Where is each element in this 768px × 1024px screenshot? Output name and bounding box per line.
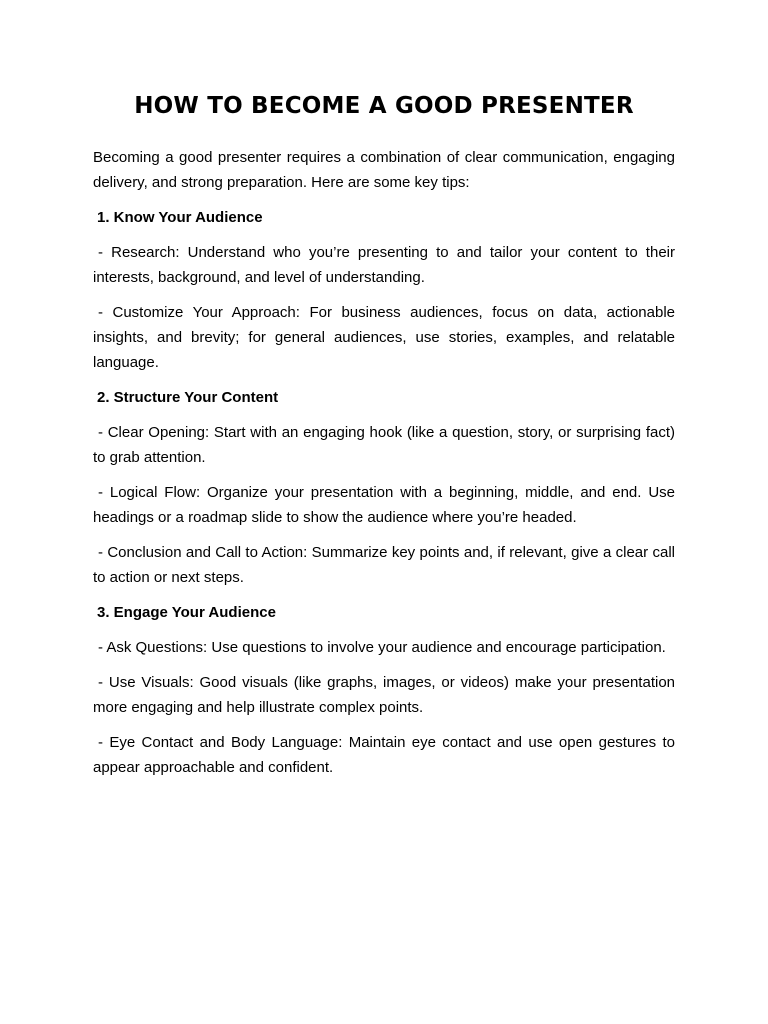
section-heading-structure-content: 2. Structure Your Content	[97, 389, 279, 406]
tip-customize-approach: - Customize Your Approach: For business audiences, focus on data, actionable insights, and brevity; for general audiences, use stories, examples, and relatable language.	[93, 304, 675, 371]
tip-logical-flow: - Logical Flow: Organize your presentation with a beginning, middle, and end. Use headings or a roadmap slide to show the audience where you’re headed.	[93, 484, 675, 526]
tip-conclusion-call-to-action: - Conclusion and Call to Action: Summarize key points and, if relevant, give a clear call to action or next steps.	[93, 544, 675, 586]
tip-use-visuals: - Use Visuals: Good visuals (like graphs, images, or videos) make your presentation more engaging and help illustrate complex points.	[93, 674, 675, 716]
tip-clear-opening: - Clear Opening: Start with an engaging hook (like a question, story, or surprising fact) to grab attention.	[93, 424, 675, 466]
section-heading-engage-audience: 3. Engage Your Audience	[97, 604, 276, 621]
tip-eye-contact-body-language: - Eye Contact and Body Language: Maintain eye contact and use open gestures to appear approachable and confident.	[93, 734, 675, 776]
tip-research: - Research: Understand who you’re presenting to and tailor your content to their interests, background, and level of understanding.	[93, 244, 675, 286]
document-body	[93, 145, 675, 790]
intro-paragraph: Becoming a good presenter requires a combination of clear communication, engaging delivery, and strong preparation. Here are some key tips:	[93, 149, 675, 191]
section-heading-know-your-audience: 1. Know Your Audience	[97, 209, 263, 226]
document-title: HOW TO BECOME A GOOD PRESENTER	[134, 93, 634, 119]
tip-ask-questions: - Ask Questions: Use questions to involve your audience and encourage participation.	[98, 639, 666, 656]
